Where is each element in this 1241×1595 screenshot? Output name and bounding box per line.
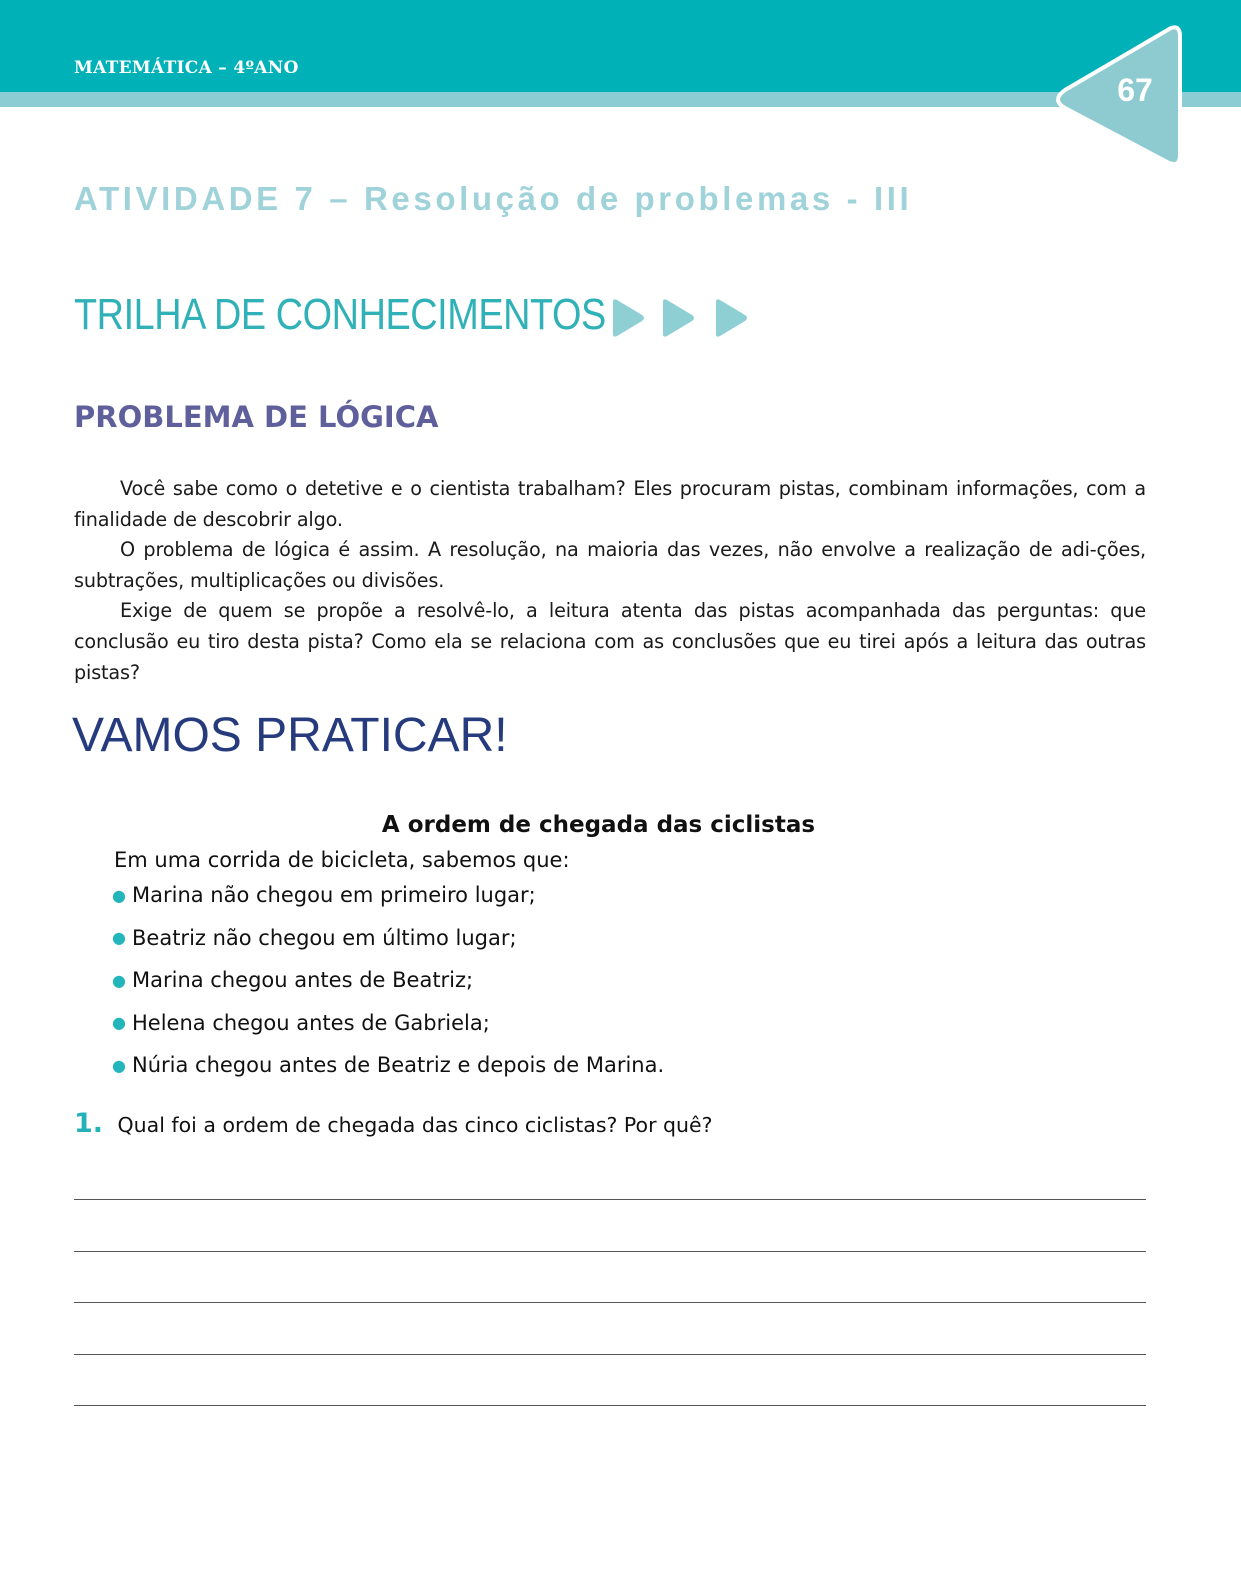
- trilha-row: [74, 290, 692, 346]
- arrows-decoration: [610, 298, 760, 338]
- play-triangle-icon: [716, 299, 747, 336]
- page-number: 67: [1117, 72, 1153, 108]
- intro-paragraph: O problema de lógica é assim. A resolução, na maioria das vezes, não envolve a realização de adi-ções, subtrações, multiplicações ou divisões.: [74, 538, 1146, 592]
- clue-text: Núria chegou antes de Beatriz e depois de Marina.: [132, 1053, 665, 1078]
- answer-line[interactable]: [74, 1405, 1146, 1406]
- subject-label: MATEMÁTICA – 4ºANO: [74, 58, 299, 78]
- clue-item: [112, 1044, 664, 1087]
- intro-paragraph: Você sabe como o detetive e o cientista trabalham? Eles procuram pistas, combinam informações, com a finalidade de descobrir algo.: [74, 477, 1146, 531]
- bullet-dot-icon: ●: [112, 970, 126, 990]
- intro-text: [74, 474, 1146, 688]
- question-number: 1.: [74, 1108, 104, 1139]
- story-intro: Em uma corrida de bicicleta, sabemos que:: [114, 848, 570, 872]
- trilha-title: TRILHA DE CONHECIMENTOS: [74, 290, 606, 339]
- clue-item: [112, 1002, 664, 1045]
- clue-text: Beatriz não chegou em último lugar;: [132, 925, 517, 950]
- answer-line[interactable]: [74, 1199, 1146, 1200]
- bullet-dot-icon: ●: [112, 885, 126, 905]
- clue-text: Marina não chegou em primeiro lugar;: [132, 883, 536, 908]
- activity-title: ATIVIDADE 7 – Resolução de problemas - III: [74, 180, 913, 217]
- clue-item: [112, 959, 664, 1002]
- bullet-dot-icon: ●: [112, 928, 126, 948]
- intro-paragraph: Exige de quem se propõe a resolvê-lo, a leitura atenta das pistas acompanhada das perguntas: que conclusão eu tiro desta pista? Como ela se relaciona com as conclusões que eu tirei após a leitura das outras pistas?: [74, 599, 1146, 684]
- clue-item: [112, 917, 664, 960]
- answer-line[interactable]: [74, 1354, 1146, 1355]
- story-title: A ordem de chegada das ciclistas: [381, 812, 816, 838]
- answer-line[interactable]: [74, 1302, 1146, 1303]
- practice-heading: VAMOS PRATICAR!: [72, 709, 508, 762]
- answer-area[interactable]: [74, 1199, 1146, 1457]
- clue-list: [112, 874, 664, 1087]
- question-text: Qual foi a ordem de chegada das cinco ciclistas? Por quê?: [117, 1113, 713, 1137]
- play-triangle-icon: [663, 299, 694, 336]
- answer-line[interactable]: [74, 1251, 1146, 1252]
- clue-item: [112, 874, 664, 917]
- clue-text: Helena chegou antes de Gabriela;: [132, 1010, 490, 1035]
- play-triangle-icon: [613, 299, 644, 336]
- bullet-dot-icon: ●: [112, 1055, 126, 1075]
- clue-text: Marina chegou antes de Beatriz;: [132, 968, 474, 993]
- bullet-dot-icon: ●: [112, 1013, 126, 1033]
- question-1: [74, 1108, 713, 1139]
- problem-heading: PROBLEMA DE LÓGICA: [74, 400, 439, 434]
